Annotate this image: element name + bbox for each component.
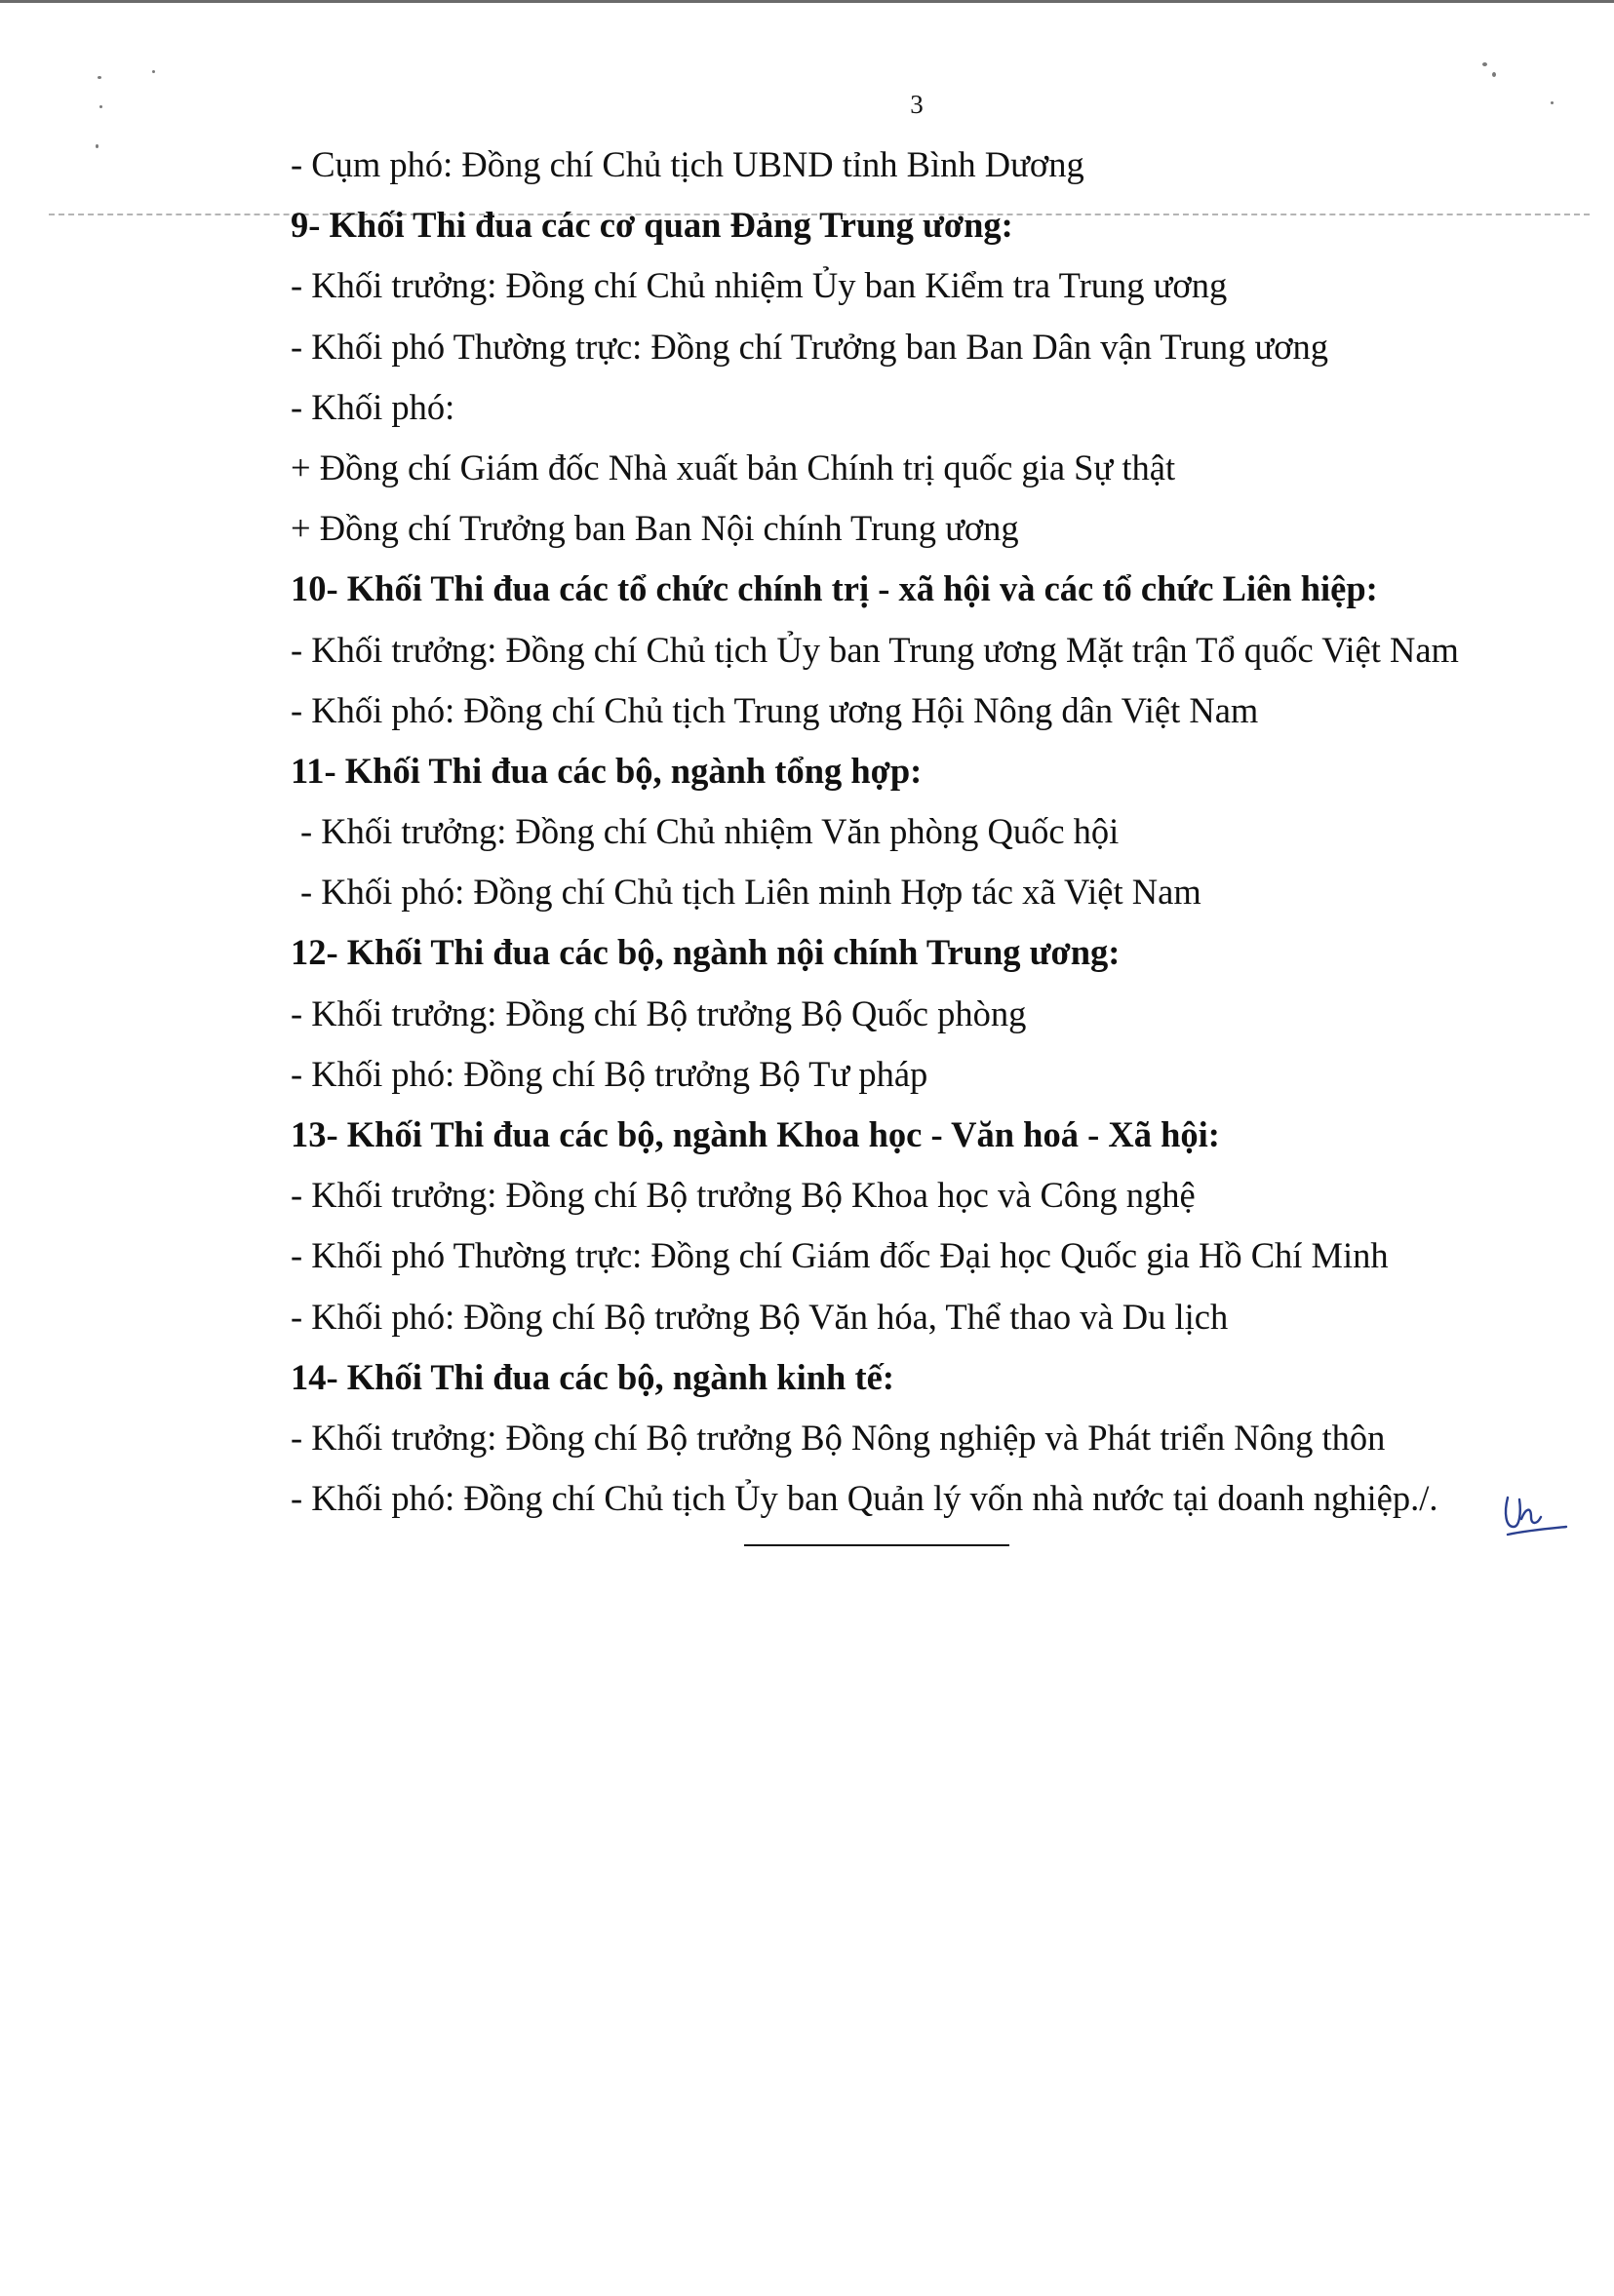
document-line: - Khối trưởng: Đồng chí Bộ trưởng Bộ Khoa học và Công nghệ	[291, 1175, 1196, 1216]
page-number: 3	[910, 90, 924, 119]
scan-speck	[98, 76, 101, 79]
document-line: - Khối trưởng: Đồng chí Chủ tịch Ủy ban Trung ương Mặt trận Tổ quốc Việt Nam	[291, 629, 1459, 670]
document-line: - Khối phó: Đồng chí Chủ tịch Ủy ban Quản lý vốn nhà nước tại doanh nghiệp./.	[291, 1478, 1438, 1519]
document-line: + Đồng chí Trưởng ban Ban Nội chính Trung ương	[291, 508, 1019, 549]
document-line: - Khối phó Thường trực: Đồng chí Giám đốc Đại học Quốc gia Hồ Chí Minh	[291, 1235, 1389, 1276]
document-line: - Cụm phó: Đồng chí Chủ tịch UBND tỉnh Bình Dương	[291, 144, 1084, 184]
document-line: - Khối phó Thường trực: Đồng chí Trưởng ban Ban Dân vận Trung ương	[291, 326, 1329, 367]
scan-speck	[152, 70, 155, 73]
scan-top-edge	[0, 0, 1614, 3]
section-heading: 9- Khối Thi đua các cơ quan Đảng Trung ương:	[291, 205, 1013, 246]
document-line: - Khối phó:	[291, 386, 455, 427]
document-line: - Khối phó: Đồng chí Chủ tịch Liên minh Hợp tác xã Việt Nam	[300, 872, 1201, 913]
section-heading: 10- Khối Thi đua các tổ chức chính trị - xã hội và các tổ chức Liên hiệp:	[291, 568, 1378, 609]
section-heading: 13- Khối Thi đua các bộ, ngành Khoa học - Văn hoá - Xã hội:	[291, 1114, 1220, 1154]
scan-speck	[96, 144, 98, 148]
section-heading: 11- Khối Thi đua các bộ, ngành tổng hợp:	[291, 750, 923, 791]
document-line: - Khối trưởng: Đồng chí Chủ nhiệm Ủy ban Kiểm tra Trung ương	[291, 265, 1228, 306]
document-line: - Khối phó: Đồng chí Bộ trưởng Bộ Văn hóa, Thể thao và Du lịch	[291, 1296, 1229, 1337]
document-line: - Khối trưởng: Đồng chí Bộ trưởng Bộ Quốc phòng	[291, 992, 1027, 1033]
document-line: - Khối phó: Đồng chí Chủ tịch Trung ương Hội Nông dân Việt Nam	[291, 689, 1259, 730]
section-heading: 14- Khối Thi đua các bộ, ngành kinh tế:	[291, 1356, 894, 1397]
document-line: - Khối trưởng: Đồng chí Bộ trưởng Bộ Nông nghiệp và Phát triển Nông thôn	[291, 1417, 1386, 1458]
document-line: - Khối trưởng: Đồng chí Chủ nhiệm Văn phòng Quốc hội	[300, 811, 1120, 852]
section-heading: 12- Khối Thi đua các bộ, ngành nội chính Trung ương:	[291, 932, 1121, 973]
handwritten-initial-icon	[1502, 1492, 1570, 1546]
document-line: - Khối phó: Đồng chí Bộ trưởng Bộ Tư pháp	[291, 1053, 928, 1094]
document-body	[291, 135, 1578, 1529]
end-of-text-rule	[744, 1544, 1009, 1546]
scan-speck	[1482, 62, 1487, 66]
scan-speck	[1492, 72, 1496, 77]
document-line: + Đồng chí Giám đốc Nhà xuất bản Chính trị quốc gia Sự thật	[291, 447, 1176, 487]
